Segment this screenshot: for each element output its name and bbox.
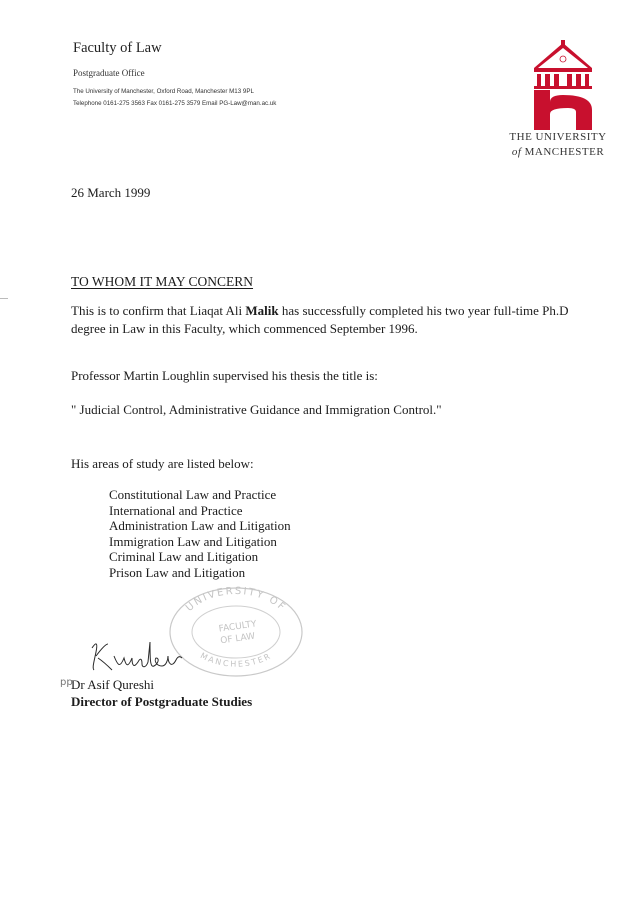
list-item: Criminal Law and Litigation	[109, 549, 259, 564]
svg-text:MANCHESTER	[199, 651, 273, 669]
list-item: Constitutional Law and Practice	[109, 487, 277, 502]
confirmation-paragraph	[71, 302, 581, 338]
handwritten-signature-icon	[88, 618, 208, 678]
university-logo-icon	[528, 40, 598, 130]
stamp-top-text: UNIVERSITY OF	[183, 585, 289, 614]
list-item: International and Practice	[109, 502, 243, 518]
stamp-bottom-text: MANCHESTER	[198, 651, 274, 669]
p1-after: has successfully completed his two year full-time Ph.D degree in Law in this Faculty, which commenced September 1996.	[71, 303, 569, 336]
stamp-center-line2: OF LAW	[219, 631, 256, 647]
stamp-center-line1: FACULTY	[218, 619, 258, 635]
list-item: Administration Law and Litigation	[109, 518, 291, 533]
university-city: MANCHESTER	[524, 146, 605, 158]
faculty-name: Faculty of Law	[73, 40, 162, 56]
signer-name: Dr Asif Qureshi	[71, 677, 155, 692]
contact-line: Telephone 0161-275 3563 Fax 0161-275 3579 Email PG-Law@man.ac.uk	[73, 100, 277, 107]
areas-intro: His areas of study are listed below:	[71, 456, 254, 471]
university-name-line2	[488, 146, 628, 158]
supervisor-paragraph: Professor Martin Loughlin supervised his thesis the title is:	[71, 368, 378, 383]
office-name: Postgraduate Office	[73, 68, 145, 78]
svg-text:UNIVERSITY OF	[184, 586, 288, 614]
signer-title: Director of Postgraduate Studies	[71, 694, 253, 709]
letter-heading: TO WHOM IT MAY CONCERN	[71, 274, 254, 289]
thesis-title: " Judicial Control, Administrative Guidance and Immigration Control."	[71, 402, 442, 417]
areas-list	[109, 487, 291, 580]
p1-before: This is to confirm that Liaqat Ali	[71, 303, 246, 318]
address-line: The University of Manchester, Oxford Road, Manchester M13 9PL	[73, 88, 254, 95]
university-of: of	[511, 146, 522, 158]
list-item: Prison Law and Litigation	[109, 564, 246, 580]
letter-date: 26 March 1999	[71, 185, 151, 200]
pp-mark: pp	[60, 677, 73, 688]
list-item: Immigration Law and Litigation	[109, 533, 277, 549]
student-surname: Malik	[245, 303, 279, 318]
fold-mark	[0, 298, 8, 299]
university-name-line1: THE UNIVERSITY	[509, 131, 607, 143]
